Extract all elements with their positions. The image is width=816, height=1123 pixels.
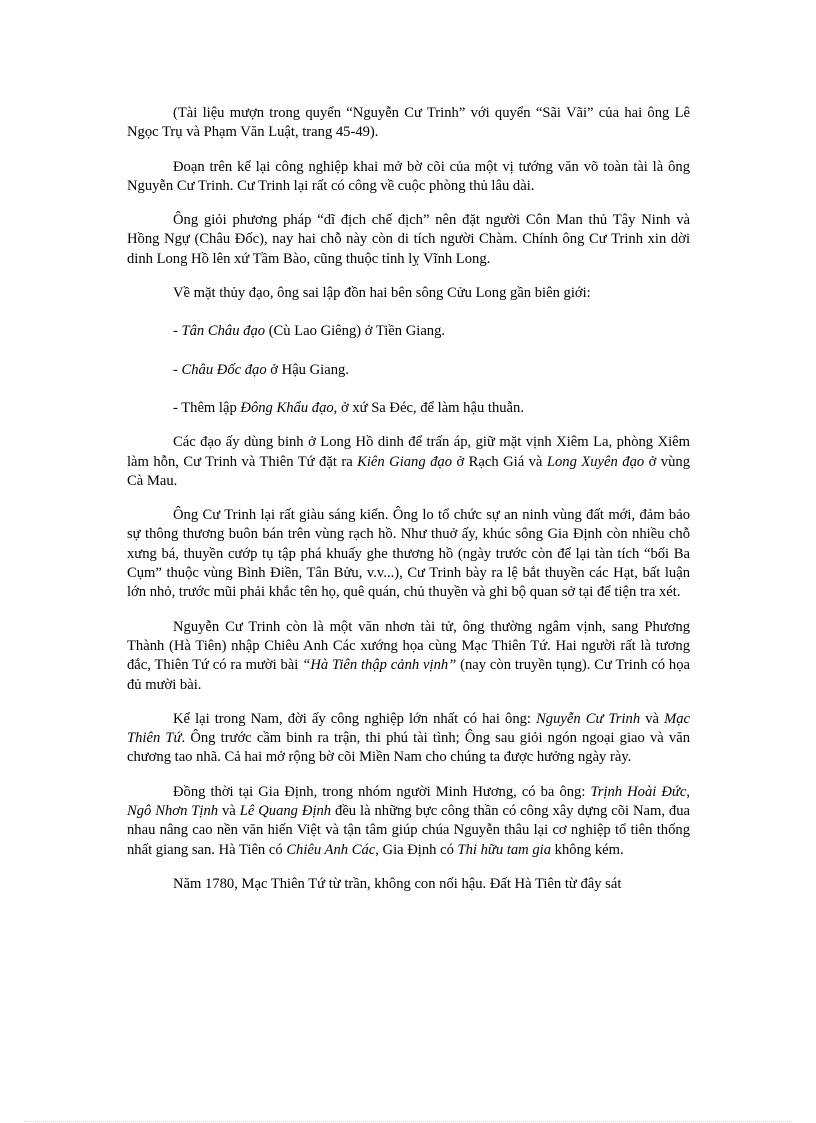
- italic-text-run: Thi hữu tam gia: [457, 841, 552, 858]
- text-run: (Tài liệu mượn trong quyển “Nguyễn Cư Trinh” với quyển “Sãi Vãi” của hai ông Lê Ngọc Trụ và Phạm Văn Luật, trang 45-49).: [127, 105, 690, 141]
- text-run: Năm 1780, Mạc Thiên Tứ từ trần, không con nối hậu. Đất Hà Tiên từ đây sát: [173, 875, 622, 892]
- text-run: Ông giỏi phương pháp “dĩ địch chế địch” nên đặt người Côn Man thủ Tây Ninh và Hồng Ngự (Châu Đốc), nay hai chỗ này còn di tích người Chàm. Chính ông Cư Trinh xin dời dinh Long Hồ lên xứ Tầm Bào, cũng thuộc tỉnh lỵ Vĩnh Long.: [127, 212, 690, 267]
- text-run: -: [173, 323, 182, 340]
- paragraph-waterways: [127, 284, 690, 303]
- text-run: -: [173, 361, 182, 378]
- italic-text-run: Trịnh Hoài Đức: [590, 783, 687, 800]
- italic-text-run: Lê Quang Định: [239, 803, 332, 820]
- text-run: - Thêm lập: [173, 399, 241, 416]
- italic-text-run: Nguyễn Cư Trinh: [536, 710, 641, 727]
- text-run: và: [640, 710, 665, 727]
- text-run: ở Rạch Giá và: [452, 453, 547, 470]
- text-run: Đồng thời tại Gia Định, trong nhóm người Minh Hương, có ba ông:: [173, 783, 591, 800]
- text-run: Nguyễn Cư Trinh còn là một văn nhơn tài tử, ông thường ngâm vịnh, sang Phương Thành (Hà Tiên) nhập Chiêu Anh Các xướng họa cùng Mạc Thiên Tứ. Hai người rất là tương đắc, Thiên Tứ có ra mười bài: [127, 618, 690, 674]
- paragraph-two-heroes: [127, 710, 690, 768]
- text-run: không kém.: [551, 841, 624, 858]
- text-run: Các đạo ấy dùng binh ở Long Hồ dinh để trấn áp, giữ mặt vịnh Xiêm La, phòng Xiêm làm hỗn, Cư Trinh và Thiên Tứ đặt ra: [127, 434, 690, 470]
- text-run: . Ông trước cầm binh ra trận, thi phú tài tình; Ông sau giỏi ngón ngoại giao và văn chương tao nhã. Cả hai mở rộng bờ cõi Miền Nam cho chúng ta được hưởng ngày rày.: [127, 730, 690, 766]
- paragraph-strategy: [127, 211, 690, 269]
- list-item-chau-doc: [127, 361, 690, 380]
- text-run: Ông Cư Trinh lại rất giàu sáng kiến. Ông lo tổ chức sự an ninh vùng đất mới, đảm bảo sự thông thương buôn bán trên vùng rạch hồ. Như thuở ấy, khúc sông Gia Định còn nhiều chỗ xưng bá, thuyền cướp tụ tập phá khuấy ghe thương hồ (ngày trước còn để lại tàn tích “bối Ba Cụm” thuộc vùng Bình Điền, Tân Bửu, v.v...), Cư Trinh bày ra lệ bắt thuyền các Hạt, bất luận lớn nhỏ, trước mũi phải khắc tên họ, quê quán, chủ thuyền và ghi bộ quan sở tại để tiện tra xét.: [127, 507, 690, 601]
- italic-text-run: Kiên Giang đạo: [357, 453, 453, 470]
- italic-text-run: Đông Khẩu đạo: [240, 399, 334, 416]
- italic-text-run: Tân Châu đạo: [181, 323, 266, 340]
- paragraph-poetry: [127, 618, 690, 695]
- text-run: ,: [686, 783, 690, 800]
- paragraph-year-1780: [127, 875, 690, 894]
- italic-text-run: Long Xuyên đạo: [546, 453, 645, 470]
- text-run: ở vùng Cà Mau.: [127, 453, 690, 489]
- page-bottom-rule: [24, 1121, 792, 1122]
- italic-text-run: Mạc Thiên Tứ: [127, 710, 690, 747]
- list-item-dong-khau: [127, 399, 690, 418]
- paragraph-outposts: [127, 433, 690, 491]
- italic-text-run: Chiêu Anh Các: [286, 841, 376, 858]
- text-run: (Cù Lao Giêng) ở Tiền Giang.: [265, 323, 446, 340]
- text-run: , Gia Định có: [375, 841, 458, 858]
- italic-text-run: “Hà Tiên thập cảnh vịnh”: [302, 657, 457, 674]
- italic-text-run: Châu Đốc đạo: [181, 361, 267, 378]
- paragraph-source-note: [127, 104, 690, 143]
- text-run: Đoạn trên kể lại công nghiệp khai mở bờ cõi của một vị tướng văn võ toàn tài là ông Nguyễn Cư Trinh. Cư Trinh lại rất có công về cuộc phòng thủ lâu dài.: [127, 158, 690, 194]
- text-run: ở Hậu Giang.: [266, 361, 349, 378]
- text-run: Về mặt thủy đạo, ông sai lập đồn hai bên sông Cửu Long gần biên giới:: [173, 285, 591, 302]
- paragraph-gia-dinh: [127, 783, 690, 860]
- text-run: , ở xứ Sa Đéc, để làm hậu thuẫn.: [333, 399, 524, 416]
- paragraph-security: [127, 506, 690, 602]
- list-item-tan-chau: [127, 322, 690, 341]
- paragraph-intro: [127, 158, 690, 197]
- text-run: và: [218, 803, 240, 820]
- italic-text-run: Ngô Nhơn Tịnh: [127, 803, 219, 820]
- text-run: đều là những bực công thần có công xây dựng cõi Nam, đua nhau nâng cao nền văn hiến Việt và tận tâm giúp chúa Nguyễn thâu lại cơ nghiệp tổ tiên thống nhất giang san. Hà Tiên có: [127, 803, 690, 858]
- text-run: (nay còn truyền tụng). Cư Trinh có họa đủ mười bài.: [127, 657, 690, 693]
- document-body: [127, 104, 690, 894]
- text-run: Kể lại trong Nam, đời ấy công nghiệp lớn nhất có hai ông:: [173, 710, 537, 727]
